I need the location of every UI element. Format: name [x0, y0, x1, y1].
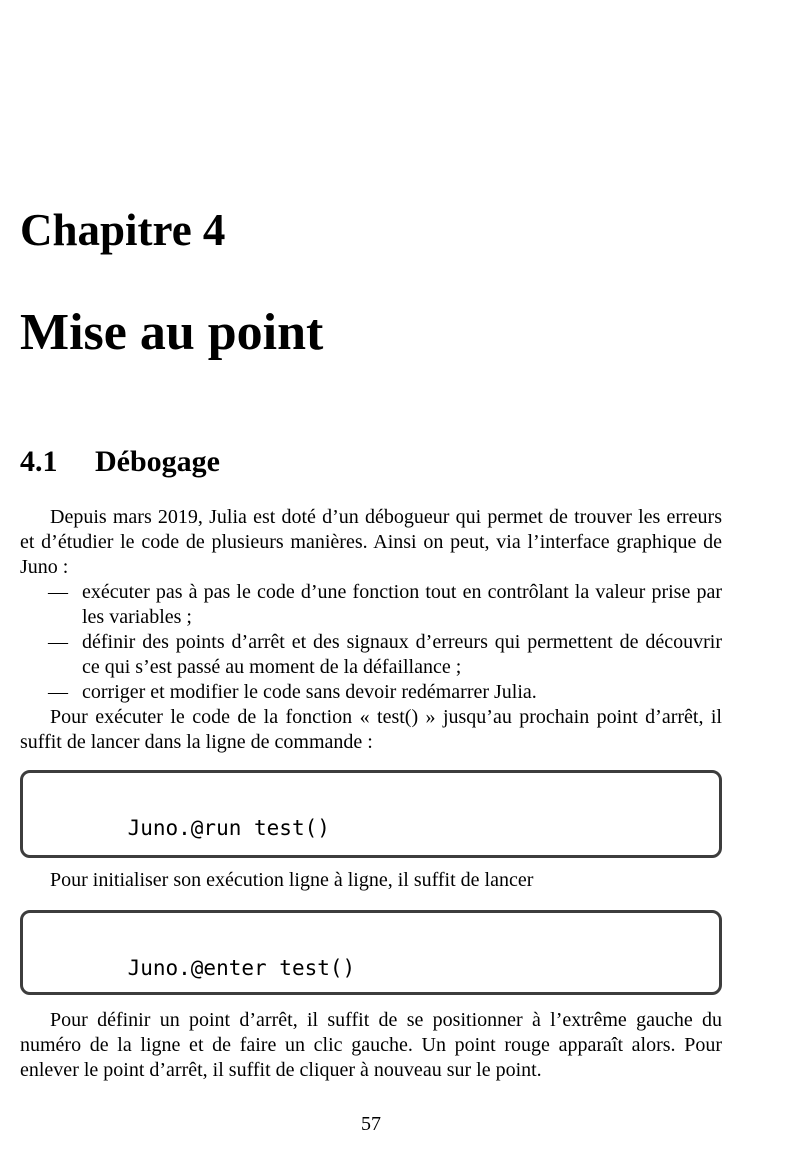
- chapter-title-heading: Mise au point: [20, 304, 324, 361]
- breakpoint-paragraph: Pour définir un point d’arrêt, il suffit de se positionner à l’extrême gauche du numéro de la ligne et de faire un clic gauche. Un point rouge apparaît alors. Pour enlever le point d’arrêt, il suffit de cliquer à nouveau sur le point.: [20, 1009, 722, 1081]
- section-heading: [20, 444, 722, 480]
- bullet-item-text: définir des points d’arrêt et des signaux d’erreurs qui permettent de découvrir ce qui s’est passé au moment de la défaillance ;: [82, 631, 722, 678]
- page-number: 57: [361, 1113, 381, 1135]
- chapter-number-heading: Chapitre 4: [20, 205, 226, 255]
- code-block-enter: [20, 910, 722, 995]
- bullet-item: [20, 630, 722, 680]
- bullet-item: [20, 680, 722, 705]
- bullet-item: [20, 580, 722, 630]
- bullet-item-text: exécuter pas à pas le code d’une fonction tout en contrôlant la valeur prise par les variables ;: [82, 581, 722, 628]
- bullet-list: [20, 580, 722, 705]
- section-number: 4.1: [20, 445, 58, 478]
- run-command-paragraph: Pour exécuter le code de la fonction « test() » jusqu’au prochain point d’arrêt, il suffit de lancer dans la ligne de commande :: [20, 706, 722, 753]
- code-text-enter: Juno.@enter test(): [127, 956, 356, 980]
- em-dash-bullet-marker: —: [48, 631, 68, 653]
- section-title: Débogage: [95, 445, 220, 478]
- code-block-run: [20, 770, 722, 858]
- intro-paragraph: Depuis mars 2019, Julia est doté d’un débogueur qui permet de trouver les erreurs et d’étudier le code de plusieurs manières. Ainsi on peut, via l’interface graphique de Juno :: [20, 506, 722, 578]
- enter-command-paragraph: Pour initialiser son exécution ligne à ligne, il suffit de lancer: [50, 869, 534, 891]
- em-dash-bullet-marker: —: [48, 681, 68, 703]
- em-dash-bullet-marker: —: [48, 581, 68, 603]
- code-text-run: Juno.@run test(): [127, 816, 330, 840]
- bullet-item-text: corriger et modifier le code sans devoir redémarrer Julia.: [82, 681, 537, 703]
